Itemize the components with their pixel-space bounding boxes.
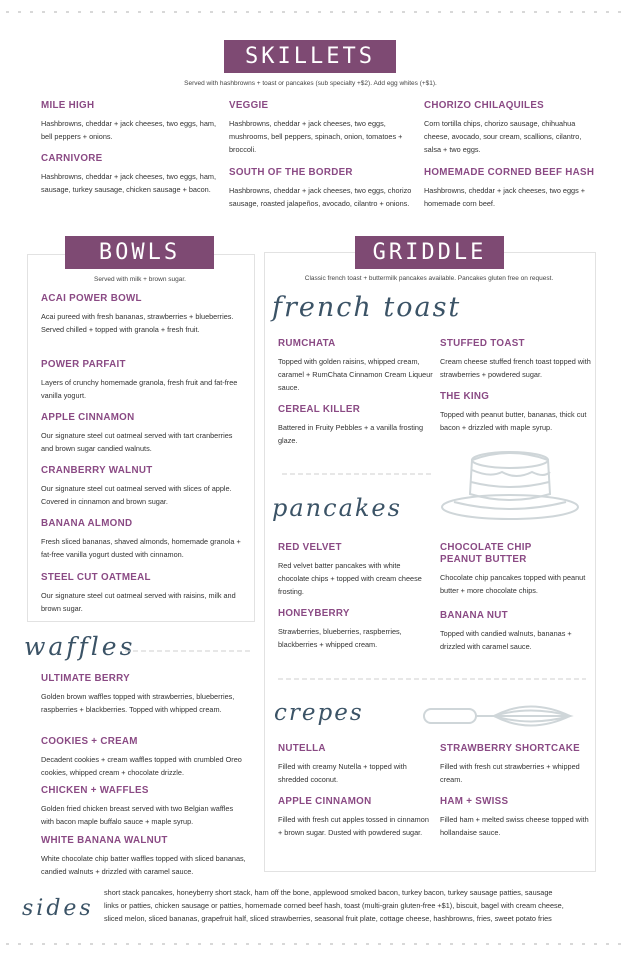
item-name: ACAI POWER BOWL [41, 293, 142, 304]
item-name: BANANA ALMOND [41, 518, 133, 529]
menu-item [278, 743, 430, 786]
border-dot [114, 11, 117, 13]
border-dot [318, 943, 321, 945]
french-toast-heading: french toast [272, 292, 462, 323]
item-description: Layers of crunchy homemade granola, fresh fruit and fat-free vanilla yogurt. [41, 378, 238, 400]
item-description: Cream cheese stuffed french toast topped with strawberries + powdered sugar. [440, 357, 591, 379]
border-dot [174, 943, 177, 945]
border-dot [594, 11, 597, 13]
border-dot [114, 943, 117, 945]
item-description: Hashbrowns, cheddar + jack cheeses, two eggs, ham, sausage, turkey sausage, chicken sausage + bacon. [41, 172, 217, 194]
sides-list: short stack pancakes, honeyberry short stack, ham off the bone, applewood smoked bacon, turkey bacon, turkey sausage patties, sausage links or patties, chicken sausage or patties, homemade corned beef hash, toast (multi-grain gluten-free +$1), biscuit, bagel with cream cheese, sliced melon, sliced bananas, grapefruit half, sliced strawberries, seasonal fruit plate, cottage cheese, hashbrowns, fries, sweet potato fries [104, 888, 564, 923]
item-name: STEEL CUT OATMEAL [41, 572, 151, 583]
border-dot [426, 943, 429, 945]
griddle-banner: GRIDDLE [355, 236, 504, 269]
bowls-banner: BOWLS [65, 236, 214, 269]
item-description: Hashbrowns, cheddar + jack cheeses, two eggs, mushrooms, bell peppers, spinach, onion, tomatoes + broccoli. [229, 119, 403, 154]
border-dot [510, 943, 513, 945]
border-dot [606, 11, 609, 13]
border-dot [270, 11, 273, 13]
waffles-heading: waffles [24, 632, 136, 661]
menu-item [440, 796, 592, 839]
border-dot [498, 943, 501, 945]
border-dot [582, 943, 585, 945]
border-dot [42, 943, 45, 945]
item-description: Our signature steel cut oatmeal served with slices of apple. Covered in cinnamon and brown sugar. [41, 484, 232, 506]
item-description: Filled with fresh cut strawberries + whipped cream. [440, 762, 580, 784]
pancakes-divider-left [282, 471, 432, 477]
skillets-banner: SKILLETS [224, 40, 396, 73]
border-dot [354, 943, 357, 945]
item-name: HAM + SWISS [440, 796, 509, 807]
border-dot [90, 11, 93, 13]
border-dot [378, 11, 381, 13]
border-dot [414, 943, 417, 945]
border-dot [306, 943, 309, 945]
item-name: HOMEMADE CORNED BEEF HASH [424, 167, 595, 178]
item-description: Hashbrowns, cheddar + jack cheeses, two eggs, chorizo sausage, roasted jalapeños, avocado, cilantro + onions. [229, 186, 412, 208]
border-dot [162, 943, 165, 945]
border-dot [450, 11, 453, 13]
border-dot [474, 11, 477, 13]
border-dot [450, 943, 453, 945]
item-name: NUTELLA [278, 743, 326, 754]
item-description: Corn tortilla chips, chorizo sausage, chihuahua cheese, avocado, sour cream, scallions, cilantro, salsa + two eggs. [424, 119, 582, 154]
border-dot [126, 943, 129, 945]
border-dot [366, 11, 369, 13]
item-description: Battered in Fruity Pebbles + a vanilla frosting glaze. [278, 423, 424, 445]
item-name: VEGGIE [229, 100, 269, 111]
border-dot [330, 943, 333, 945]
item-name: CHOCOLATE CHIP PEANUT BUTTER [440, 542, 532, 565]
menu-item [278, 542, 430, 598]
border-dot [30, 11, 33, 13]
border-dot [534, 943, 537, 945]
item-name: RUMCHATA [278, 338, 336, 349]
border-dot [546, 11, 549, 13]
item-description: Filled with creamy Nutella + topped with shredded coconut. [278, 762, 407, 784]
border-dot [534, 11, 537, 13]
menu-item [440, 610, 592, 653]
border-dot [234, 11, 237, 13]
border-dot [30, 943, 33, 945]
item-name: APPLE CINNAMON [41, 412, 135, 423]
border-dot [102, 943, 105, 945]
menu-item [278, 338, 436, 394]
pancake-stack-illustration [432, 442, 582, 527]
border-dot [342, 11, 345, 13]
menu-item [41, 465, 241, 508]
item-description: Topped with candied walnuts, bananas + drizzled with caramel sauce. [440, 629, 572, 651]
border-dot [222, 11, 225, 13]
border-dot [222, 943, 225, 945]
border-dot [198, 943, 201, 945]
border-dot [546, 943, 549, 945]
item-description: Filled with fresh cut apples tossed in cinnamon + brown sugar. Dusted with powdered sugar. [278, 815, 429, 837]
crepes-divider [278, 676, 586, 682]
border-dot [426, 11, 429, 13]
menu-item [278, 404, 428, 447]
item-description: Golden brown waffles topped with strawberries, blueberries, raspberries + blackberries. Topped with whipped cream. [41, 692, 235, 714]
item-description: Our signature steel cut oatmeal served with tart cranberries and brown sugar candied walnuts. [41, 431, 233, 453]
menu-item [41, 835, 246, 878]
border-dot [282, 943, 285, 945]
menu-item [41, 736, 246, 779]
menu-item [278, 796, 430, 839]
border-dot [186, 943, 189, 945]
sides-heading: sides [22, 896, 94, 921]
border-dot [258, 11, 261, 13]
item-name: CEREAL KILLER [278, 404, 361, 415]
border-dot [486, 943, 489, 945]
border-dot [66, 943, 69, 945]
item-description: Topped with golden raisins, whipped cream, caramel + RumChata Cinnamon Cream Liqueur sauce. [278, 357, 433, 392]
item-description: Red velvet batter pancakes with white chocolate chips + topped with cream cheese frosting. [278, 561, 422, 596]
border-dot [246, 11, 249, 13]
menu-item [229, 167, 414, 210]
border-dot [18, 11, 21, 13]
bowls-subtitle: Served with milk + brown sugar. [94, 276, 186, 283]
menu-item [440, 391, 592, 434]
border-dot [462, 943, 465, 945]
border-dot [150, 943, 153, 945]
waffles-divider [125, 648, 255, 654]
menu-item [41, 673, 246, 716]
border-dot [162, 11, 165, 13]
crepes-heading: crepes [274, 700, 364, 726]
border-dot [438, 11, 441, 13]
border-dot [558, 943, 561, 945]
border-dot [390, 11, 393, 13]
border-dot [42, 11, 45, 13]
top-dot-border [0, 8, 621, 18]
item-name: MILE HIGH [41, 100, 95, 111]
menu-item [41, 293, 241, 336]
menu-item [41, 572, 246, 615]
item-description: Acai pureed with fresh bananas, strawberries + blueberries. Served chilled + topped with granola + fresh fruit. [41, 312, 234, 334]
border-dot [366, 943, 369, 945]
menu-item [41, 785, 246, 828]
border-dot [522, 943, 525, 945]
griddle-subtitle: Classic french toast + buttermilk pancakes available. Pancakes gluten free on request. [304, 275, 554, 282]
menu-item [440, 338, 592, 381]
border-dot [354, 11, 357, 13]
border-dot [174, 11, 177, 13]
item-name: ULTIMATE BERRY [41, 673, 130, 684]
border-dot [438, 943, 441, 945]
border-dot [378, 943, 381, 945]
border-dot [198, 11, 201, 13]
item-name: POWER PARFAIT [41, 359, 126, 370]
item-description: Decadent cookies + cream waffles topped with crumbled Oreo cookies, whipped cream + chocolate drizzle. [41, 755, 242, 777]
item-name: STRAWBERRY SHORTCAKE [440, 743, 580, 754]
border-dot [522, 11, 525, 13]
border-dot [510, 11, 513, 13]
border-dot [306, 11, 309, 13]
border-dot [6, 943, 9, 945]
item-description: Fresh sliced bananas, shaved almonds, homemade granola + fat-free vanilla yogurt dusted with cinnamon. [41, 537, 241, 559]
skillets-subtitle: Served with hashbrowns + toast or pancakes (sub specialty +$2). Add egg whites (+$1). [184, 80, 437, 87]
menu-item [229, 100, 414, 156]
item-description: Strawberries, blueberries, raspberries, blackberries + whipped cream. [278, 627, 402, 649]
bottom-dot-border [0, 940, 621, 950]
item-name: BANANA NUT [440, 610, 508, 621]
border-dot [486, 11, 489, 13]
item-name: CHORIZO CHILAQUILES [424, 100, 544, 111]
border-dot [498, 11, 501, 13]
border-dot [210, 11, 213, 13]
item-description: Chocolate chip pancakes topped with peanut butter + more chocolate chips. [440, 573, 586, 595]
item-name: CRANBERRY WALNUT [41, 465, 153, 476]
border-dot [582, 11, 585, 13]
border-dot [402, 943, 405, 945]
border-dot [282, 11, 285, 13]
border-dot [414, 11, 417, 13]
border-dot [18, 943, 21, 945]
item-description: Filled ham + melted swiss cheese topped with hollandaise sauce. [440, 815, 589, 837]
whisk-illustration [420, 697, 580, 737]
item-name: CHICKEN + WAFFLES [41, 785, 149, 796]
border-dot [462, 11, 465, 13]
border-dot [330, 11, 333, 13]
border-dot [318, 11, 321, 13]
item-name: RED VELVET [278, 542, 342, 553]
border-dot [78, 943, 81, 945]
border-dot [606, 943, 609, 945]
item-name: WHITE BANANA WALNUT [41, 835, 168, 846]
item-name: CARNIVORE [41, 153, 103, 164]
item-name: COOKIES + CREAM [41, 736, 138, 747]
border-dot [246, 943, 249, 945]
border-dot [66, 11, 69, 13]
border-dot [186, 11, 189, 13]
menu-item [424, 100, 600, 156]
menu-item [41, 100, 216, 143]
border-dot [258, 943, 261, 945]
item-description: Golden fried chicken breast served with two Belgian waffles with bacon maple buffalo sauce + maple syrup. [41, 804, 234, 826]
item-name: HONEYBERRY [278, 608, 350, 619]
menu-item [278, 608, 430, 651]
item-description: Topped with peanut butter, bananas, thick cut bacon + drizzled with maple syrup. [440, 410, 587, 432]
item-name: APPLE CINNAMON [278, 796, 372, 807]
border-dot [294, 11, 297, 13]
border-dot [138, 943, 141, 945]
border-dot [558, 11, 561, 13]
pancakes-heading: pancakes [272, 494, 402, 522]
menu-item [41, 412, 241, 455]
item-name: THE KING [440, 391, 490, 402]
menu-item [41, 518, 246, 561]
border-dot [90, 943, 93, 945]
menu-item [424, 167, 600, 210]
item-description: Hashbrowns, cheddar + jack cheeses, two eggs, ham, bell peppers + onions. [41, 119, 217, 141]
border-dot [402, 11, 405, 13]
item-description: Our signature steel cut oatmeal served with raisins, milk and brown sugar. [41, 591, 236, 613]
menu-item [440, 743, 592, 786]
menu-item [41, 359, 241, 402]
border-dot [270, 943, 273, 945]
border-dot [126, 11, 129, 13]
border-dot [594, 943, 597, 945]
border-dot [474, 943, 477, 945]
border-dot [570, 943, 573, 945]
border-dot [54, 943, 57, 945]
border-dot [6, 11, 9, 13]
border-dot [390, 943, 393, 945]
menu-item [440, 542, 586, 597]
border-dot [138, 11, 141, 13]
border-dot [102, 11, 105, 13]
border-dot [234, 943, 237, 945]
border-dot [342, 943, 345, 945]
border-dot [210, 943, 213, 945]
border-dot [570, 11, 573, 13]
border-dot [150, 11, 153, 13]
border-dot [78, 11, 81, 13]
item-description: White chocolate chip batter waffles topped with sliced bananas, candied walnuts + drizzled with caramel sauce. [41, 854, 246, 876]
border-dot [294, 943, 297, 945]
border-dot [54, 11, 57, 13]
item-description: Hashbrowns, cheddar + jack cheeses, two eggs + homemade corn beef. [424, 186, 586, 208]
menu-item [41, 153, 216, 196]
item-name: SOUTH OF THE BORDER [229, 167, 353, 178]
item-name: STUFFED TOAST [440, 338, 525, 349]
